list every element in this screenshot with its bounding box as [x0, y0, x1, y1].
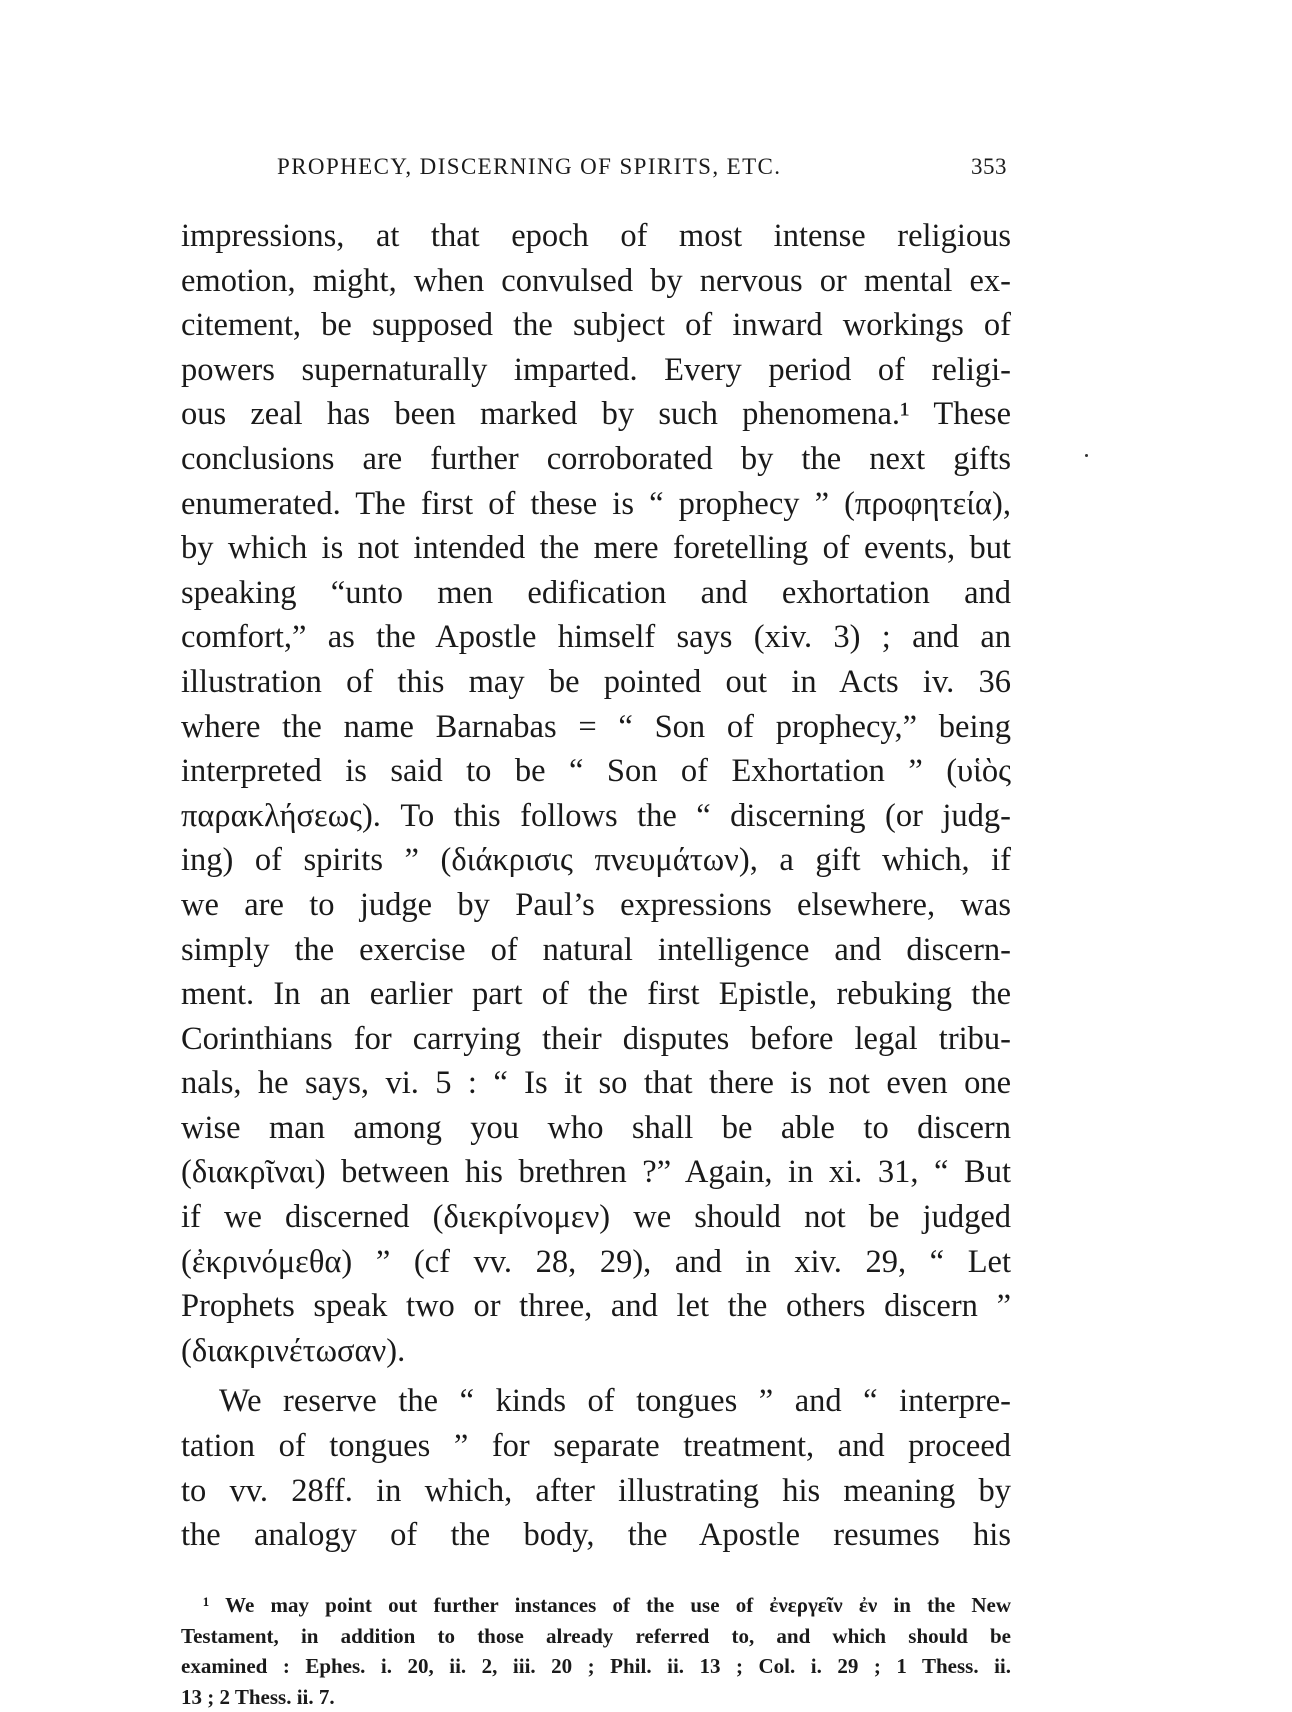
- text-line: ous zeal has been marked by such phenomena.¹ These: [181, 396, 1011, 433]
- text-line: simply the exercise of natural intelligence and discern-: [181, 931, 1011, 968]
- text-line: (διακρῖναι) between his brethren ?” Again, in xi. 31, “ But: [181, 1154, 1011, 1191]
- text-line: ment. In an earlier part of the first Epistle, rebuking the: [181, 976, 1011, 1013]
- text-line: citement, be supposed the subject of inward workings of: [181, 307, 1011, 344]
- running-head-title: PROPHECY, DISCERNING OF SPIRITS, ETC.: [277, 154, 782, 179]
- footnote-line: Testament, in addition to those already referred to, and which should be: [181, 1623, 1011, 1648]
- body-text: [181, 214, 1011, 1558]
- text-line: nals, he says, vi. 5 : “ Is it so that there is not even one: [181, 1065, 1011, 1102]
- text-line: to vv. 28ff. in which, after illustrating his meaning by: [181, 1472, 1011, 1509]
- text-line: where the name Barnabas = “ Son of prophecy,” being: [181, 708, 1011, 745]
- text-line: we are to judge by Paul’s expressions elsewhere, was: [181, 886, 1011, 923]
- text-line: speaking “unto men edification and exhortation and: [181, 574, 1011, 611]
- book-page: [181, 0, 1011, 1709]
- text-line: illustration of this may be pointed out in Acts iv. 36: [181, 663, 1011, 700]
- text-line: emotion, might, when convulsed by nervous or mental ex-: [181, 262, 1011, 299]
- paragraph: [181, 214, 1011, 1373]
- text-line: Prophets speak two or three, and let the others discern ”: [181, 1288, 1011, 1325]
- text-line: the analogy of the body, the Apostle resumes his: [181, 1517, 1011, 1554]
- text-line: if we discerned (διεκρίνομεν) we should not be judged: [181, 1199, 1011, 1236]
- footnote-line: examined : Ephes. i. 20, ii. 2, iii. 20 ; Phil. ii. 13 ; Col. i. 29 ; 1 Thess. ii.: [181, 1654, 1011, 1679]
- text-line: We reserve the “ kinds of tongues ” and “ interpre-: [219, 1383, 1011, 1420]
- text-line: Corinthians for carrying their disputes before legal tribu-: [181, 1020, 1011, 1057]
- text-line: (ἐκρινόμεθα) ” (cf vv. 28, 29), and in xiv. 29, “ Let: [181, 1243, 1011, 1280]
- text-line: impressions, at that epoch of most intense religious: [181, 218, 1011, 254]
- text-line: wise man among you who shall be able to discern: [181, 1109, 1011, 1146]
- running-head: [277, 154, 1007, 190]
- text-line: powers supernaturally imparted. Every period of religi-: [181, 351, 1011, 388]
- paragraph: [181, 1379, 1011, 1557]
- text-line: enumerated. The first of these is “ prophecy ” (προφητεία),: [181, 485, 1011, 522]
- text-line: ing) of spirits ” (διάκρισις πνευμάτων), a gift which, if: [181, 842, 1011, 879]
- footnote-line: 13 ; 2 Thess. ii. 7.: [181, 1684, 335, 1709]
- text-line: by which is not intended the mere foretelling of events, but: [181, 530, 1011, 567]
- footnote-line: ¹ We may point out further instances of the use of ἐνεργεῖν ἐν in the New: [203, 1593, 1011, 1617]
- text-line: tation of tongues ” for separate treatment, and proceed: [181, 1428, 1011, 1465]
- text-line: conclusions are further corroborated by the next gifts: [181, 440, 1011, 477]
- text-line: interpreted is said to be “ Son of Exhortation ” (υἱὸς: [181, 753, 1011, 790]
- text-line: comfort,” as the Apostle himself says (xiv. 3) ; and an: [181, 619, 1011, 656]
- ink-speck: [1085, 454, 1088, 457]
- text-line: (διακρινέτωσαν).: [181, 1332, 406, 1369]
- page-number: 353: [971, 154, 1007, 179]
- footnote: [181, 1590, 1011, 1712]
- text-line: παρακλήσεως). To this follows the “ discerning (or judg-: [181, 797, 1011, 834]
